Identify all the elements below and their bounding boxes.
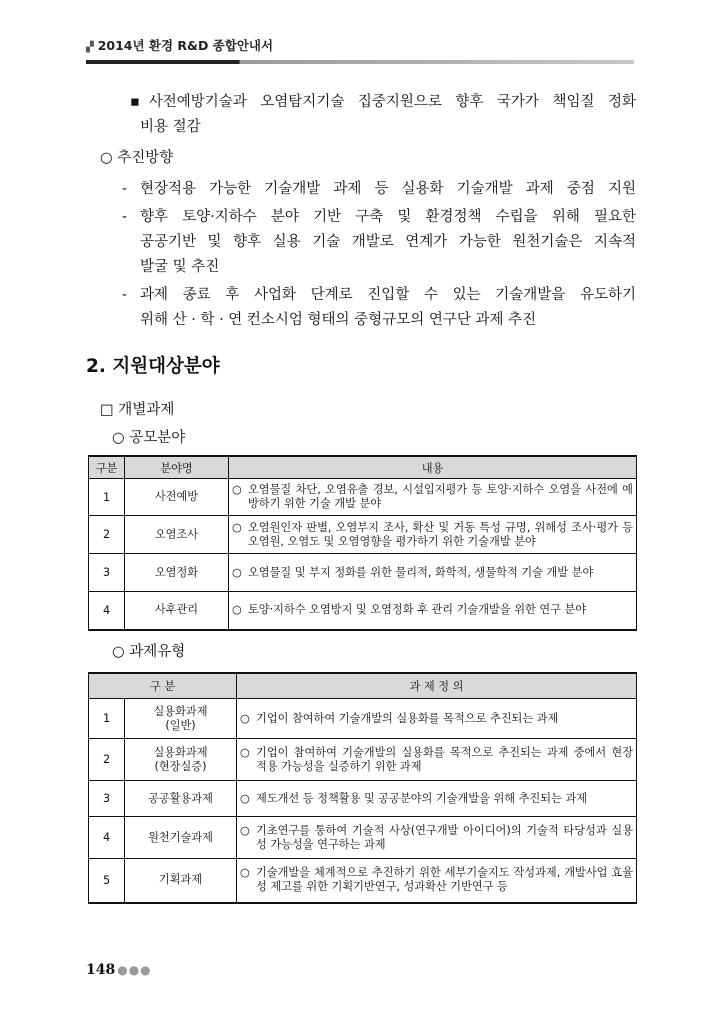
table-row [89,554,637,592]
task-type-table [88,672,637,904]
row-description-text: 오염물질 및 부지 정화를 위한 물리적, 화학적, 생물학적 기술 개발 분야 [248,565,594,579]
col-header-category: 구분 [89,456,125,479]
field-table [88,455,637,631]
header-rule [86,60,634,64]
table-row [89,592,637,630]
row-description-text: 오염물질 차단, 오염유출 경보, 시설입지평가 등 토양·지하수 오염을 사전에 예방하기 위한 기술 개발 분야 [248,483,633,510]
row-description [237,699,637,739]
row-number: 2 [89,516,125,554]
row-name: 오염정화 [125,554,229,592]
row-bullet: ○ [232,565,242,579]
row-bullet: ○ [240,791,250,805]
row-description-text: 제도개선 등 정책활용 및 공공분야의 기술개발을 위해 추진되는 과제 [256,791,588,805]
task-type-table-header [89,673,637,699]
row-bullet: ○ [240,711,250,725]
table-row [89,859,637,903]
row-number: 2 [89,739,125,781]
row-number: 3 [89,781,125,817]
col-header-definition: 과 제 정 의 [237,673,637,699]
row-bullet: ○ [240,866,250,880]
direction-heading: ○ 추진방향 [100,150,174,166]
row-number: 1 [89,479,125,516]
table-row [89,479,637,516]
row-description [229,554,637,592]
row-number: 4 [89,592,125,630]
row-description [237,781,637,817]
row-description-text: 기술개발을 체계적으로 추진하기 위한 세부기술지도 작성과제, 개발사업 효율성 제고를 위한 기획기반연구, 성과확산 기반연구 등 [256,866,634,894]
header-mark-icon: ▞ [86,42,94,53]
row-number: 4 [89,817,125,859]
item-2-prefix: - [122,209,127,225]
item-2-line-3: 발굴 및 추진 [140,259,220,275]
row-name: 실용화과제 (일반) [125,699,237,739]
row-description-text: 오염원인자 판별, 오염부지 조사, 확산 및 거동 특성 규명, 위해성 조사·평가 등 오염원, 오염도 및 오염영향을 평가하기 위한 기술개발 분야 [248,520,633,548]
row-name: 오염조사 [125,516,229,554]
table-row [89,817,637,859]
field-table-header [89,456,637,479]
row-description-text: 기업이 참여하여 기술개발의 실용화를 목적으로 추진되는 과제 [256,711,559,725]
item-2-line-2: 공공기반 및 향후 실용 기술 개발로 연계가 가능한 원천기술은 지속적 [140,234,636,250]
item-3-line-2: 위해 산 · 학 · 연 컨소시엄 형태의 중형규모의 연구단 과제 추진 [140,312,537,328]
row-bullet: ○ [240,745,250,759]
row-description-text: 토양·지하수 오염방지 및 오염정화 후 관리 기술개발을 위한 연구 분야 [248,603,587,617]
row-description [237,817,637,859]
row-number: 1 [89,699,125,739]
row-description [229,479,637,516]
header-title: 2014년 환경 R&D 종합안내서 [97,38,274,53]
table-row [89,781,637,817]
row-number: 3 [89,554,125,592]
table-row [89,516,637,554]
row-bullet: ○ [232,483,242,496]
row-description [229,516,637,554]
col-header-division: 구 분 [89,673,237,699]
row-bullet: ○ [232,520,242,534]
row-description-text: 기업이 참여하여 기술개발의 실용화를 목적으로 추진되는 과제 중에서 현장 적용 가능성을 실증하기 위한 과제 [256,745,634,773]
col-header-content: 내용 [229,456,637,479]
intro-line-1: ▪사전예방기술과 오염탐지기술 집중지원으로 향후 국가가 책임질 정화 [130,94,636,110]
footer-dots-icon: ●●● [117,963,152,977]
row-name: 공공활용과제 [125,781,237,817]
item-1-line-1: 현장적용 가능한 기술개발 과제 등 실용화 기술개발 과제 중점 지원 [140,181,636,197]
item-1-prefix: - [122,181,127,197]
row-bullet: ○ [232,603,242,617]
item-3-line-1: 과제 종료 후 사업화 단계로 진입할 수 있는 기술개발을 유도하기 [140,287,636,303]
page-number: 148 [86,962,116,978]
page-footer [86,962,152,978]
row-name: 기획과제 [125,859,237,903]
row-name: 사후관리 [125,592,229,630]
row-number: 5 [89,859,125,903]
intro-line-2: 비용 절감 [140,119,201,135]
row-name: 원천기술과제 [125,817,237,859]
row-name: 사전예방 [125,479,229,516]
row-bullet: ○ [240,823,250,837]
row-description [229,592,637,630]
running-header [86,36,634,54]
section-title: 2. 지원대상분야 [86,356,220,377]
task-type-heading: ○ 과제유형 [112,644,186,660]
call-field-heading: ○ 공모분야 [112,430,186,446]
table-row [89,699,637,739]
row-description [237,739,637,781]
item-3-prefix: - [122,287,127,303]
row-description-text: 기초연구를 통하여 기술적 사상(연구개발 아이디어)의 기술적 타당성과 실용성 가능성을 연구하는 과제 [256,823,634,851]
col-header-field-name: 분야명 [125,456,229,479]
row-description [237,859,637,903]
individual-task-heading: □ 개별과제 [100,402,175,418]
item-2-line-1: 향후 토양·지하수 분야 기반 구축 및 환경정책 수립을 위해 필요한 [140,209,636,225]
row-name: 실용화과제 (현장실증) [125,739,237,781]
table-row [89,739,637,781]
